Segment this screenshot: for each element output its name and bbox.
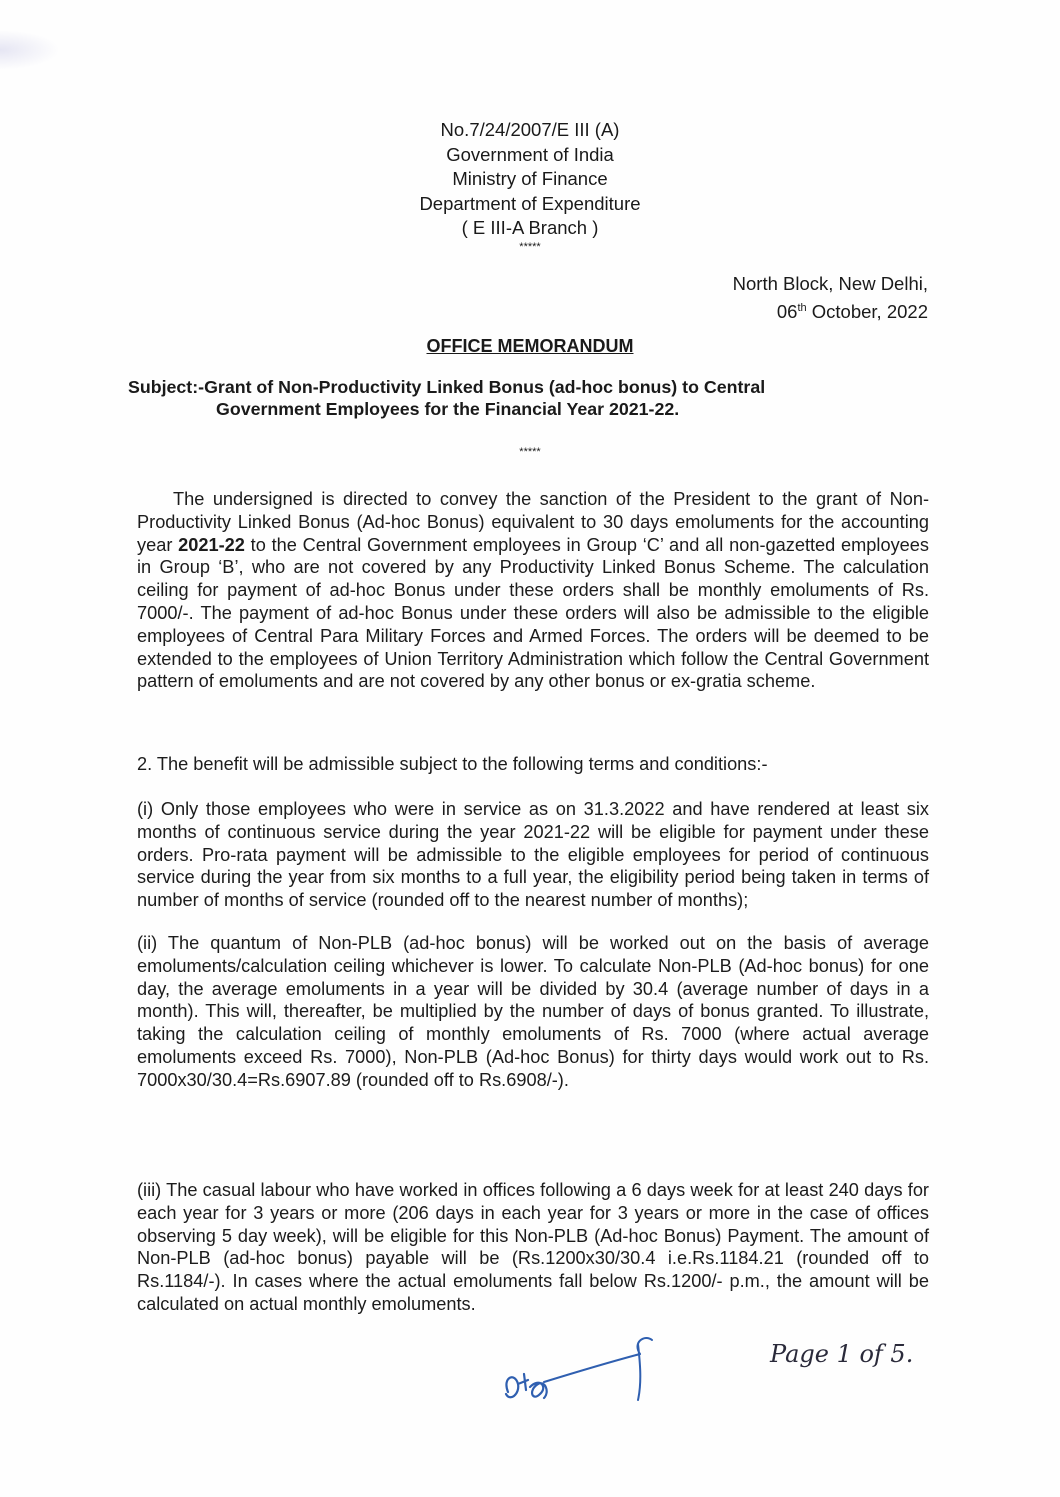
condition-i: (i) Only those employees who were in service as on 31.3.2022 and have rendered at least six months of continuous service during the year 2021-22 will be eligible for payment under these orders. Pro-rata payment will be admissible to the eligible employees for period of continuous service during the year from six months to a full year, the eligibility period being taken in terms of number of months of service (rounded off to the nearest number of months); [137,799,929,911]
file-number: No.7/24/2007/E III (A) [440,119,620,140]
condition-iii: (iii) The casual labour who have worked in offices following a 6 days week for at least 240 days for each year for 3 years or more (206 days in each year for 3 years or more in the case of offices observing 5 day week), will be eligible for this Non-PLB (Ad-hoc Bonus) Payment. The amount of Non-PLB (ad-hoc bonus) payable will be (Rs.1200x30/30.4 i.e.Rs.1184.21 (rounded off to Rs.1184/-). In cases where the actual emoluments fall below Rs.1200/- p.m., the amount will be calculated on actual monthly emoluments. [137,1180,929,1314]
office-memorandum-heading: OFFICE MEMORANDUM [426,336,634,356]
date-day: 06 [776,301,798,323]
branch-name: ( E III-A Branch ) [461,217,599,238]
handwritten-signature-icon [500,1332,680,1412]
subject-separator: ***** [519,446,541,458]
date-day-suffix: th [797,302,807,314]
department-name: Department of Expenditure [419,192,641,214]
place-and-date [733,272,928,324]
paragraph-2: 2. The benefit will be admissible subject to the following terms and conditions:- [137,754,768,774]
scan-artifact [0,30,60,70]
place: North Block, New Delhi, [732,273,928,294]
subject-line-1: Subject:-Grant of Non-Productivity Linked Bonus (ad-hoc bonus) to Central [128,377,766,397]
handwritten-page-number: Page 1 of 5. [770,1340,914,1368]
date [733,296,928,324]
ministry-name: Ministry of Finance [452,168,608,189]
condition-ii: (ii) The quantum of Non-PLB (ad-hoc bonus) will be worked out on the basis of average emoluments/calculation ceiling whichever is lower. To calculate Non-PLB (Ad-hoc bonus) for one day, the average emoluments in a year will be divided by 30.4 (average number of days in a month). This will, thereafter, be multiplied by the number of days of bonus granted. To illustrate, taking the calculation ceiling of monthly emoluments of Rs. 7000 (where actual average emoluments exceed Rs. 7000), Non-PLB (Ad-hoc Bonus) for thirty days would work out to Rs. 7000x30/30.4=Rs.6907.89 (rounded off to Rs.6908/-). [137,933,929,1090]
header-separator: ***** [519,240,541,253]
letterhead [380,118,680,253]
date-rest: October, 2022 [806,301,928,323]
document-title [0,336,1060,357]
paragraph-1-text-b: to the Central Government employees in Group ‘C’ and all non-gazetted employees in Group ‘B’, who are not covered by any Productivity Linked Bonus Scheme. The calculation ceiling for payment of ad-hoc Bonus under these orders shall be monthly emoluments of Rs. 7000/-. The payment of ad-hoc Bonus under these orders will also be admissible to the eligible employees of Central Para Military Forces and Armed Forces. The orders will be deemed to be extended to the employees of Union Territory Administration which follow the Central Government pattern of emoluments and are not covered by any other bonus or ex-gratia scheme. [137,534,929,692]
subject-line [128,376,928,420]
paragraph-1 [137,488,929,693]
accounting-year-bold: 2021-22 [178,534,245,555]
paragraph-1-text-a: The undersigned is directed to convey the sanction of the President to the grant of Non-Productivity Linked Bonus (Ad-hoc Bonus) equivalent to 30 days emoluments for the accounting year [137,489,929,555]
government-name: Government of India [446,143,614,165]
subject-line-2: Government Employees for the Financial Year 2021-22. [216,399,680,419]
